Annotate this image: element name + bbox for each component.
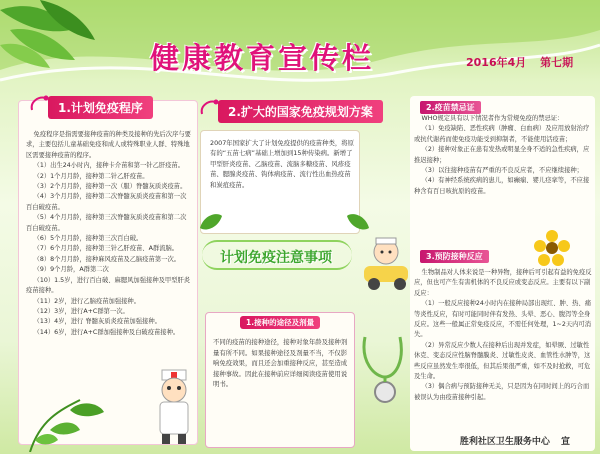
schedule-line: （4）3个月月龄，接种第二次脊髓灰质炎疫苗和第一次百白破疫苗。 bbox=[26, 193, 187, 211]
doctor-car-icon bbox=[360, 232, 412, 292]
schedule-line: 免疫程序是指需要接种疫苗的种类及接种的先后次序与要求，主要包括儿童基础免疫和成人或特殊职业人群、特殊地区需要接种疫苗的程序。 bbox=[26, 131, 191, 159]
doctor-cartoon-icon bbox=[150, 366, 198, 446]
contraindication-line: （3）以往接种疫苗有严重的不良反应者，不应继续接种； bbox=[421, 167, 583, 175]
schedule-line: （1）出生24小时内，接种卡介苗和第一针乙肝疫苗。 bbox=[33, 162, 185, 170]
section-heading-national-plan: 2.扩大的国家免疫规划方案 bbox=[218, 100, 383, 123]
schedule-line: （7）6个月月龄，接种第三针乙肝疫苗、A群流脑。 bbox=[33, 245, 179, 253]
ribbon-swirl-icon bbox=[28, 92, 50, 114]
schedule-line: （8）8个月月龄，接种麻风疫苗及乙脑疫苗第一次。 bbox=[33, 255, 181, 263]
schedule-line: （9）9个月龄，A群第二次 bbox=[33, 266, 109, 274]
section-heading-reactions: 3.预防接种反应 bbox=[420, 250, 489, 263]
schedule-line: （10）1.5岁，进行百白破、麻腮风加强接种及甲型肝炎疫苗接种。 bbox=[26, 276, 191, 295]
contraindications-text bbox=[414, 114, 594, 197]
national-plan-text: 2007年国家扩大了计划免疫提供的疫苗种类，将原有的“五苗七病”基础上增加到15种传染病。新增了甲型肝炎疫苗、乙脑疫苗、流脑多糖疫苗、风疹疫苗、腮腺炎疫苗、钩体病疫苗、流行性出血热疫苗和炭疽疫苗。 bbox=[210, 139, 355, 189]
schedule-text bbox=[26, 130, 192, 338]
issue-date: 2016年4月 bbox=[466, 56, 527, 69]
flower-icon bbox=[528, 224, 576, 272]
schedule-line: （13）4岁，进行 脊髓灰质炎疫苗加强接种。 bbox=[33, 318, 161, 326]
footer-organization: 胜利社区卫生服务中心 宣 bbox=[459, 437, 570, 447]
reaction-line: 生物制品对人体来说是一种异物，接种后可引起有益的免疫反应，但也可产生有害机体的不良反应或变态反应。主要有以下副反应： bbox=[414, 269, 592, 297]
section-heading-schedule: 1.计划免疫程序 bbox=[48, 96, 153, 119]
route-dose-text: 不同的疫苗的接种途径，接种对象年龄及接种剂量有所不同。如果接种途径及剂量不当，不仅影响免疫效果，而且还会加重接种反应，甚至造成接种事故。因此在接种前应详细阅读疫苗使用说明书。 bbox=[213, 338, 348, 389]
stethoscope-icon bbox=[355, 332, 410, 412]
schedule-line: （5）4个月月龄，接种第三次脊髓灰质炎疫苗和第二次百白破疫苗。 bbox=[26, 214, 187, 232]
issue-info bbox=[466, 54, 573, 70]
schedule-line: （12）3岁，进行A+C群第一次。 bbox=[33, 307, 129, 315]
leaf-icon bbox=[198, 210, 224, 232]
reactions-text bbox=[414, 268, 594, 403]
leaf-icon bbox=[345, 210, 371, 232]
schedule-line: （3）2个月月龄，接种第一次（服）脊髓灰质炎疫苗。 bbox=[33, 183, 187, 191]
contraindication-line: （4）有神经系统疾病的患儿，如癫痫、婴儿痉挛等，不应接种含有百日咳抗原的疫苗。 bbox=[414, 177, 590, 195]
contraindication-line: WHO规定具有以下情况者作为常规免疫的禁忌证： bbox=[421, 115, 564, 122]
schedule-line: （2）1个月月龄，接种第二针乙肝疫苗。 bbox=[33, 172, 149, 180]
reaction-line: （1）一般反应接种24小时内在接种局部出现红、肿、热、痛等炎性反应，有时可能同时伴有发热、头晕、恶心、腹泻等全身反应。这些一般属正常免疫反应，不需任何处理，1~2天内可消失。 bbox=[414, 300, 592, 339]
reaction-line: （3）偶合病与预防接种无关，只是因为在同时间上的巧合而被误认为由疫苗接种引起。 bbox=[414, 383, 590, 401]
schedule-line: （6）5个月月龄，接种第三次百白破。 bbox=[33, 235, 143, 243]
section-heading-contraindications: 2.疫苗禁忌证 bbox=[420, 101, 481, 114]
bamboo-leaf-icon bbox=[0, 0, 120, 70]
schedule-line: （14）6岁，进行A+C群加强接种及白破疫苗接种。 bbox=[33, 328, 180, 336]
page-title: 健康教育宣传栏 bbox=[150, 41, 375, 75]
ribbon-swirl-icon bbox=[198, 96, 220, 118]
plant-decoration-icon bbox=[20, 380, 130, 452]
contraindication-line: （2）接种对象正在患有发热或明显全身不适的急性疾病，应推迟接种； bbox=[414, 146, 590, 164]
precautions-subtitle: 计划免疫注意事项 bbox=[220, 250, 332, 266]
reaction-line: （2）异常反应少数人在接种后出现并发症，如晕厥、过敏性休克、变态反应性脑脊髓膜炎、过敏性皮炎、血管性水肿等，这些反应虽然发生率很低，但其后果很严重，如不及时抢救，可危及生命。 bbox=[414, 341, 591, 381]
section-heading-route-dose: 1.接种的途径及剂量 bbox=[240, 316, 320, 329]
contraindication-line: （1）免疫缺陷、恶性疾病（肿瘤、白血病）及应用放射治疗或抗代谢药而使免疫功能受到抑制者，不能使用活疫苗； bbox=[414, 125, 590, 143]
issue-number: 第七期 bbox=[540, 56, 574, 69]
schedule-line: （11）2岁，进行乙脑疫苗加强接种。 bbox=[33, 297, 141, 305]
